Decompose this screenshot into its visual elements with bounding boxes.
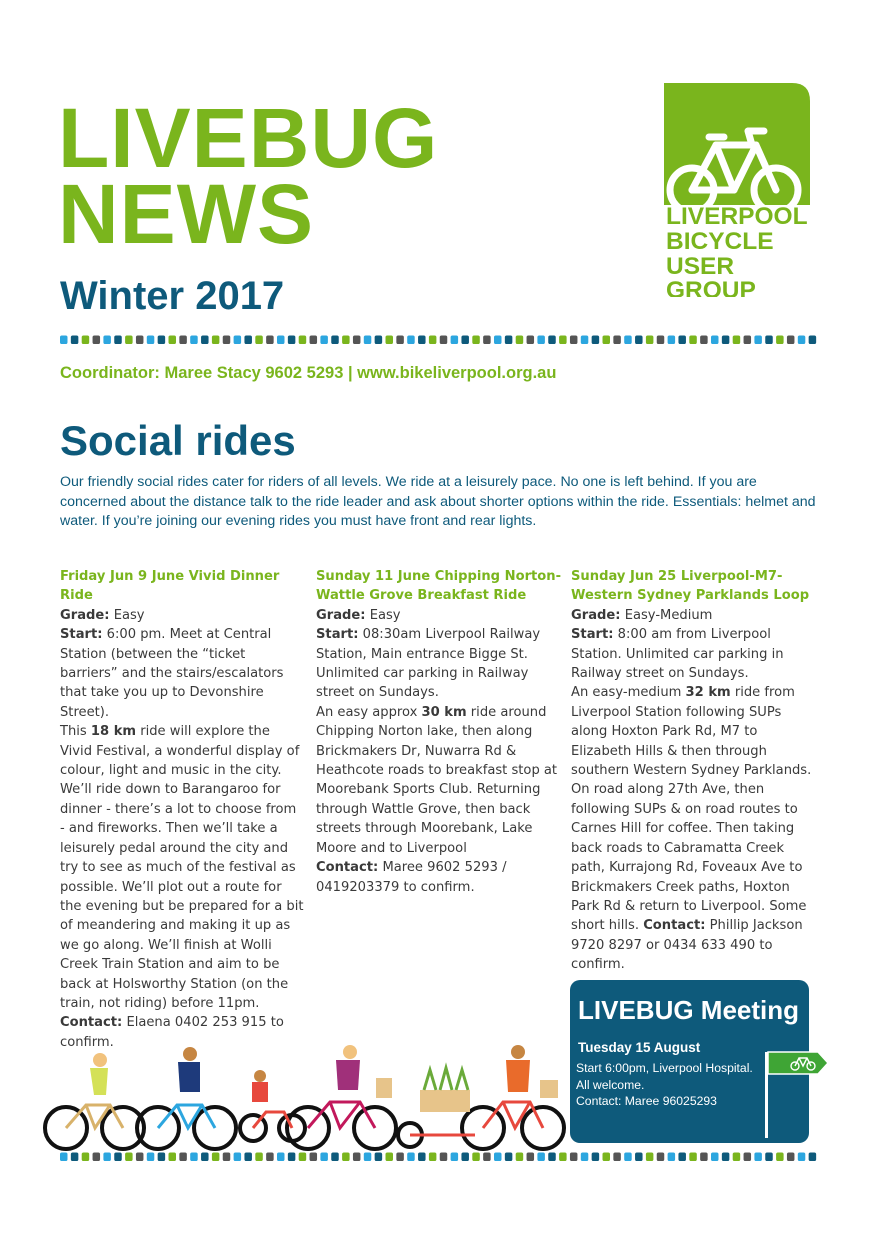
divider-dot [71,336,79,345]
divider-dot [93,1153,101,1162]
divider-dot [592,336,600,345]
divider-dot [581,336,589,345]
divider-dot [646,1153,654,1162]
divider-dot [244,336,252,345]
divider-dot [722,1153,730,1162]
divider-dot [82,336,90,345]
divider-dot [288,1153,296,1162]
divider-dot [581,1153,589,1162]
logo-line-3: USER [666,253,735,280]
cyclists-illustration [40,1040,570,1155]
divider-dot [158,336,166,345]
ride-title: Sunday 11 June Chipping Norton-Wattle Grove Breakfast Ride [316,569,562,604]
divider-dot [353,336,361,345]
divider-dot [668,1153,676,1162]
divider-dot [516,336,524,345]
divider-dot [82,1153,90,1162]
divider-dot [407,336,415,345]
dotted-divider-bottom [60,1152,820,1162]
divider-dot [136,336,144,345]
ride-description: An easy-medium 32 km ride from Liverpool Station following SUPs along Hoxton Park Rd, M7 to Elizabeth Hills & then through southern Western Sydney Parklands. On road along 27th Ave, then following SUPs & on road routes to Carnes Hill for coffee. Then taking back roads to Cabramatta Creek path, Kurrajong Rd, Foveaux Ave to Brickmakers Creek paths, Hoxton Park Rd & return to Liverpool. Some short hills. Contact: Phillip Jackson 9720 8297 or 0434 633 490 to confirm. [571,685,812,973]
divider-dot [299,1153,307,1162]
divider-dot [787,336,795,345]
divider-dot [559,1153,567,1162]
divider-dot [364,1153,372,1162]
divider-dot [765,1153,773,1162]
bike-route-sign-icon [762,1050,832,1140]
divider-dot [570,336,578,345]
divider-dot [711,336,719,345]
divider-dot [396,1153,404,1162]
divider-dot [418,336,426,345]
divider-dot [169,1153,177,1162]
divider-dot [744,1153,752,1162]
divider-dot [93,336,101,345]
divider-dot [494,336,502,345]
divider-dot [483,336,491,345]
divider-dot [787,1153,795,1162]
ride-start: Start: 6:00 pm. Meet at Central Station (between the “ticket barriers” and the stairs/escalators that take you up to Devonshire Street). [60,627,284,720]
divider-dot [125,336,133,345]
dotted-divider-top [60,335,820,345]
divider-dot [722,336,730,345]
divider-dot [548,336,556,345]
divider-dot [592,1153,600,1162]
divider-dot [201,1153,209,1162]
divider-dot [407,1153,415,1162]
divider-dot [678,1153,686,1162]
divider-dot [798,1153,806,1162]
divider-dot [624,336,632,345]
ride-start: Start: 08:30am Liverpool Railway Station, Main entrance Bigge St. Unlimited car parking in Railway street on Sundays. [316,627,541,701]
divider-dot [646,336,654,345]
divider-dot [711,1153,719,1162]
divider-dot [331,1153,339,1162]
divider-dot [234,336,242,345]
divider-dot [505,1153,512,1162]
newsletter-title [58,91,439,261]
divider-dot [635,336,643,345]
divider-dot [472,336,480,345]
divider-dot [375,1153,383,1162]
divider-dot [505,336,512,345]
divider-dot [700,1153,708,1162]
logo-line-1: LIVERPOOL [666,203,808,230]
divider-dot [223,1153,231,1162]
divider-dot [429,336,437,345]
meeting-details: Start 6:00pm, Liverpool Hospital. All welcome. Contact: Maree 96025293 [576,1061,753,1108]
section-title: Social rides [60,417,296,464]
divider-dot [776,1153,784,1162]
divider-dot [461,1153,469,1162]
divider-dot [288,336,296,345]
divider-dot [190,336,198,345]
divider-dot [754,336,762,345]
divider-dot [342,1153,350,1162]
divider-dot [613,1153,621,1162]
divider-dot [668,336,676,345]
divider-dot [375,336,383,345]
divider-dot [494,1153,502,1162]
divider-dot [396,336,404,345]
ride-column-3 [571,567,820,975]
divider-dot [331,336,339,345]
divider-dot [603,336,611,345]
ride-contact: Contact: Elaena 0402 253 915 to confirm. [60,1015,284,1050]
ride-title: Sunday Jun 25 Liverpool-M7-Western Sydney Parklands Loop [571,569,810,604]
divider-dot [212,1153,220,1162]
meeting-title: LIVEBUG Meeting [578,995,800,1025]
divider-dot [353,1153,361,1162]
divider-dot [798,336,806,345]
ride-column-1 [60,567,305,1052]
divider-dot [158,1153,166,1162]
divider-dot [440,336,448,345]
divider-dot [364,336,372,345]
divider-dot [114,336,122,345]
divider-dot [60,1153,68,1162]
divider-dot [809,1153,817,1162]
coordinator-line: Coordinator: Maree Stacy 9602 5293 | www.bikeliverpool.org.au [60,364,557,382]
divider-dot [190,1153,198,1162]
ride-start: Start: 8:00 am from Liverpool Station. Unlimited car parking in Railway street on Sundays. [571,627,784,682]
ride-grade: Grade: Easy [60,607,145,623]
meeting-box [570,980,809,1143]
season-subtitle: Winter 2017 [60,274,285,318]
divider-dot [548,1153,556,1162]
divider-dot [689,336,697,345]
divider-dot [114,1153,122,1162]
divider-dot [71,1153,79,1162]
divider-dot [657,336,665,345]
ride-description: This 18 km ride will explore the Vivid Festival, a wonderful display of colour, light and music in the city. We’ll ride down to Barangaroo for dinner - there’s a lot to choose from - and fireworks. Then we’ll take a leisurely pedal around the city and try to see as much of the festival as possible. We’ll plot out a route for the evening but be prepared for a bit of meandering and making it up as we go along. We’ll finish at Wolli Creek Train Station and aim to be back at Holsworthy Station (on the train, not riding) before 11pm. [60,724,304,1011]
divider-dot [244,1153,252,1162]
divider-dot [733,336,741,345]
ride-column-2 [316,567,564,897]
divider-dot [277,336,285,345]
divider-dot [277,1153,285,1162]
divider-dot [483,1153,491,1162]
ride-grade: Grade: Easy [316,607,401,623]
divider-dot [451,1153,459,1162]
divider-dot [678,336,686,345]
divider-dot [776,336,784,345]
divider-dot [169,336,177,345]
divider-dot [255,336,262,345]
logo-line-4: GROUP [666,277,756,297]
divider-dot [386,1153,394,1162]
divider-dot [527,336,535,345]
divider-dot [657,1153,665,1162]
divider-dot [255,1153,262,1162]
divider-dot [472,1153,480,1162]
divider-dot [527,1153,535,1162]
divider-dot [386,336,394,345]
ride-grade: Grade: Easy-Medium [571,607,713,623]
divider-dot [103,1153,111,1162]
divider-dot [179,1153,187,1162]
logo-line-2: BICYCLE [666,228,774,255]
divider-dot [700,336,708,345]
divider-dot [765,336,773,345]
divider-dot [201,336,209,345]
title-line-2: NEWS [58,167,314,261]
divider-dot [754,1153,762,1162]
divider-dot [310,336,318,345]
divider-dot [744,336,752,345]
title-line-1: LIVEBUG [58,91,439,185]
divider-dot [461,336,469,345]
divider-dot [613,336,621,345]
divider-dot [136,1153,144,1162]
intro-paragraph: Our friendly social rides cater for riders of all levels. We ride at a leisurely pace. No one is left behind. If you are concerned about the distance talk to the ride leader and ask about shorter options within the ride. Essentials: helmet and water. If you’re joining our evening rides you must have front and rear lights. [60,474,816,529]
divider-dot [147,336,155,345]
divider-dot [429,1153,437,1162]
divider-dot [125,1153,133,1162]
divider-dot [559,336,567,345]
divider-dot [147,1153,155,1162]
divider-dot [537,336,545,345]
divider-dot [60,336,68,345]
divider-dot [299,336,307,345]
divider-dot [809,336,817,345]
divider-dot [516,1153,524,1162]
ride-contact: Contact: Maree 9602 5293 / 0419203379 to confirm. [316,860,507,895]
divider-dot [320,336,328,345]
divider-dot [212,336,220,345]
divider-dot [310,1153,318,1162]
divider-dot [451,336,459,345]
divider-dot [320,1153,328,1162]
divider-dot [537,1153,545,1162]
divider-dot [266,336,274,345]
ride-description: An easy approx 30 km ride around Chipping Norton lake, then along Brickmakers Dr, Nuwarra Rd & Heathcote roads to breakfast stop at Moorebank Sports Club. Returning through Wattle Grove, then back streets through Moorebank, Lake Moore and to Liverpool [316,704,558,856]
divider-dot [179,336,187,345]
divider-dot [234,1153,242,1162]
divider-dot [266,1153,274,1162]
ride-title: Friday Jun 9 June Vivid Dinner Ride [60,569,280,604]
divider-dot [440,1153,448,1162]
divider-dot [418,1153,426,1162]
divider-dot [223,336,231,345]
divider-dot [570,1153,578,1162]
meeting-date: Tuesday 15 August [578,1040,701,1055]
divider-dot [103,336,111,345]
divider-dot [342,336,350,345]
divider-dot [624,1153,632,1162]
divider-dot [733,1153,741,1162]
divider-dot [603,1153,611,1162]
liverpool-bug-logo [664,83,810,297]
divider-dot [689,1153,697,1162]
divider-dot [635,1153,643,1162]
